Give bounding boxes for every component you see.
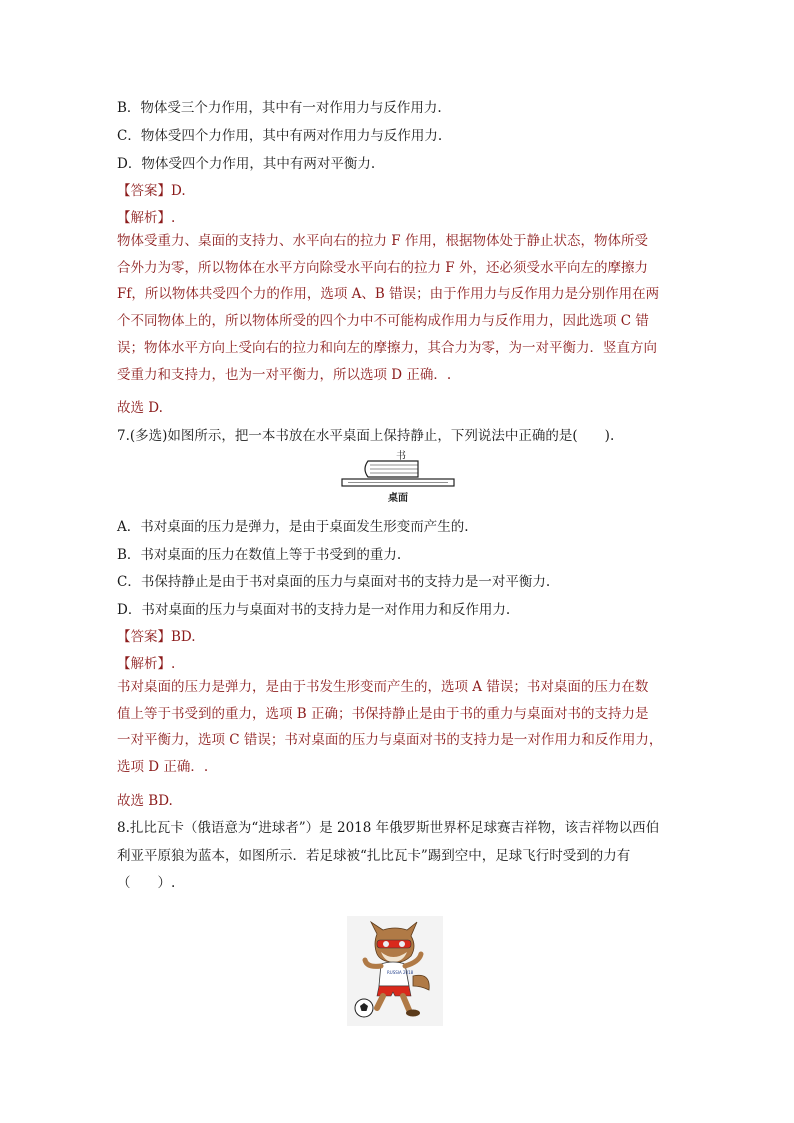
q8-stem-line: 利亚平原狼为蓝本，如图所示．若足球被“扎比瓦卡”踢到空中，足球飞行时受到的力有 (117, 847, 631, 864)
mascot-figure (347, 916, 443, 1026)
figure-table-label: 桌面 (388, 493, 408, 504)
q8-stem-line: 8.扎比瓦卡（俄语意为“进球者”）是 2018 年俄罗斯世界杯足球赛吉祥物，该吉祥物以西伯 (117, 820, 660, 836)
q7-option-d: D．书对桌面的压力与桌面对书的支持力是一对作用力和反作用力. (117, 602, 511, 618)
analysis-line: 选项 D 正确．. (117, 759, 209, 776)
analysis-line: 一对平衡力，选项 C 错误；书对桌面的压力与桌面对书的支持力是一对作用力和反作用力， (117, 732, 663, 749)
figure-book-label: 书 (396, 451, 406, 462)
analysis-line: 误；物体水平方向上受向右的拉力和向左的摩擦力，其合力为零，为一对平衡力．竖直方向 (117, 339, 657, 356)
analysis-line: 个不同物体上的，所以物体所受的四个力中不可能构成作用力与反作用力，因此选项 C 错 (117, 313, 649, 330)
q6-analysis-label: 【解析】. (117, 210, 176, 226)
zabivaka-mascot-image (347, 916, 443, 1026)
q6-analysis (117, 228, 683, 388)
q6-option-b: B．物体受三个力作用，其中有一对作用力与反作用力. (117, 100, 442, 116)
book-on-table-figure (340, 449, 460, 509)
q7-stem: 7.(多选)如图所示，把一本书放在水平桌面上保持静止，下列说法中正确的是( ). (117, 428, 615, 444)
q7-analysis (117, 674, 683, 781)
q8-stem-line: （ ）. (117, 875, 176, 892)
analysis-line: 书对桌面的压力是弹力，是由于书发生形变而产生的，选项 A 错误；书对桌面的压力在数 (117, 679, 649, 695)
q7-option-a: A．书对桌面的压力是弹力，是由于桌面发生形变而产生的. (117, 519, 469, 535)
q8-stem (117, 815, 687, 898)
q7-option-b: B．书对桌面的压力在数值上等于书受到的重力. (117, 547, 402, 563)
mascot-goggles (377, 940, 411, 948)
analysis-line: 值上等于书受到的重力，选项 B 正确；书保持静止是由于书的重力与桌面对书的支持力是 (117, 705, 649, 722)
q7-analysis-label: 【解析】. (117, 656, 176, 672)
mascot-shirt-text: RUSSIA 2018 (387, 970, 414, 975)
analysis-line: 合外力为零，所以物体在水平方向除受水平向右的拉力 F 外，还必须受水平向左的摩擦力 (117, 259, 648, 276)
q6-answer: 【答案】D. (117, 183, 186, 199)
q7-option-c: C．书保持静止是由于书对桌面的压力与桌面对书的支持力是一对平衡力. (117, 574, 551, 590)
analysis-line: 受重力和支持力，也为一对平衡力，所以选项 D 正确．. (117, 366, 452, 383)
analysis-line: 物体受重力、桌面的支持力、水平向右的拉力 F 作用，根据物体处于静止状态，物体所受 (117, 233, 648, 249)
q6-option-d: D．物体受四个力作用，其中有两对平衡力. (117, 156, 376, 172)
q6-conclusion: 故选 D. (117, 400, 163, 416)
analysis-line: Ff，所以物体共受四个力的作用，选项 A、B 错误；由于作用力与反作用力是分别作用在两 (117, 286, 660, 303)
book-table-diagram (340, 449, 460, 509)
q7-answer: 【答案】BD. (117, 629, 196, 645)
q6-option-c: C．物体受四个力作用，其中有两对作用力与反作用力. (117, 128, 443, 144)
q7-conclusion: 故选 BD. (117, 793, 173, 809)
